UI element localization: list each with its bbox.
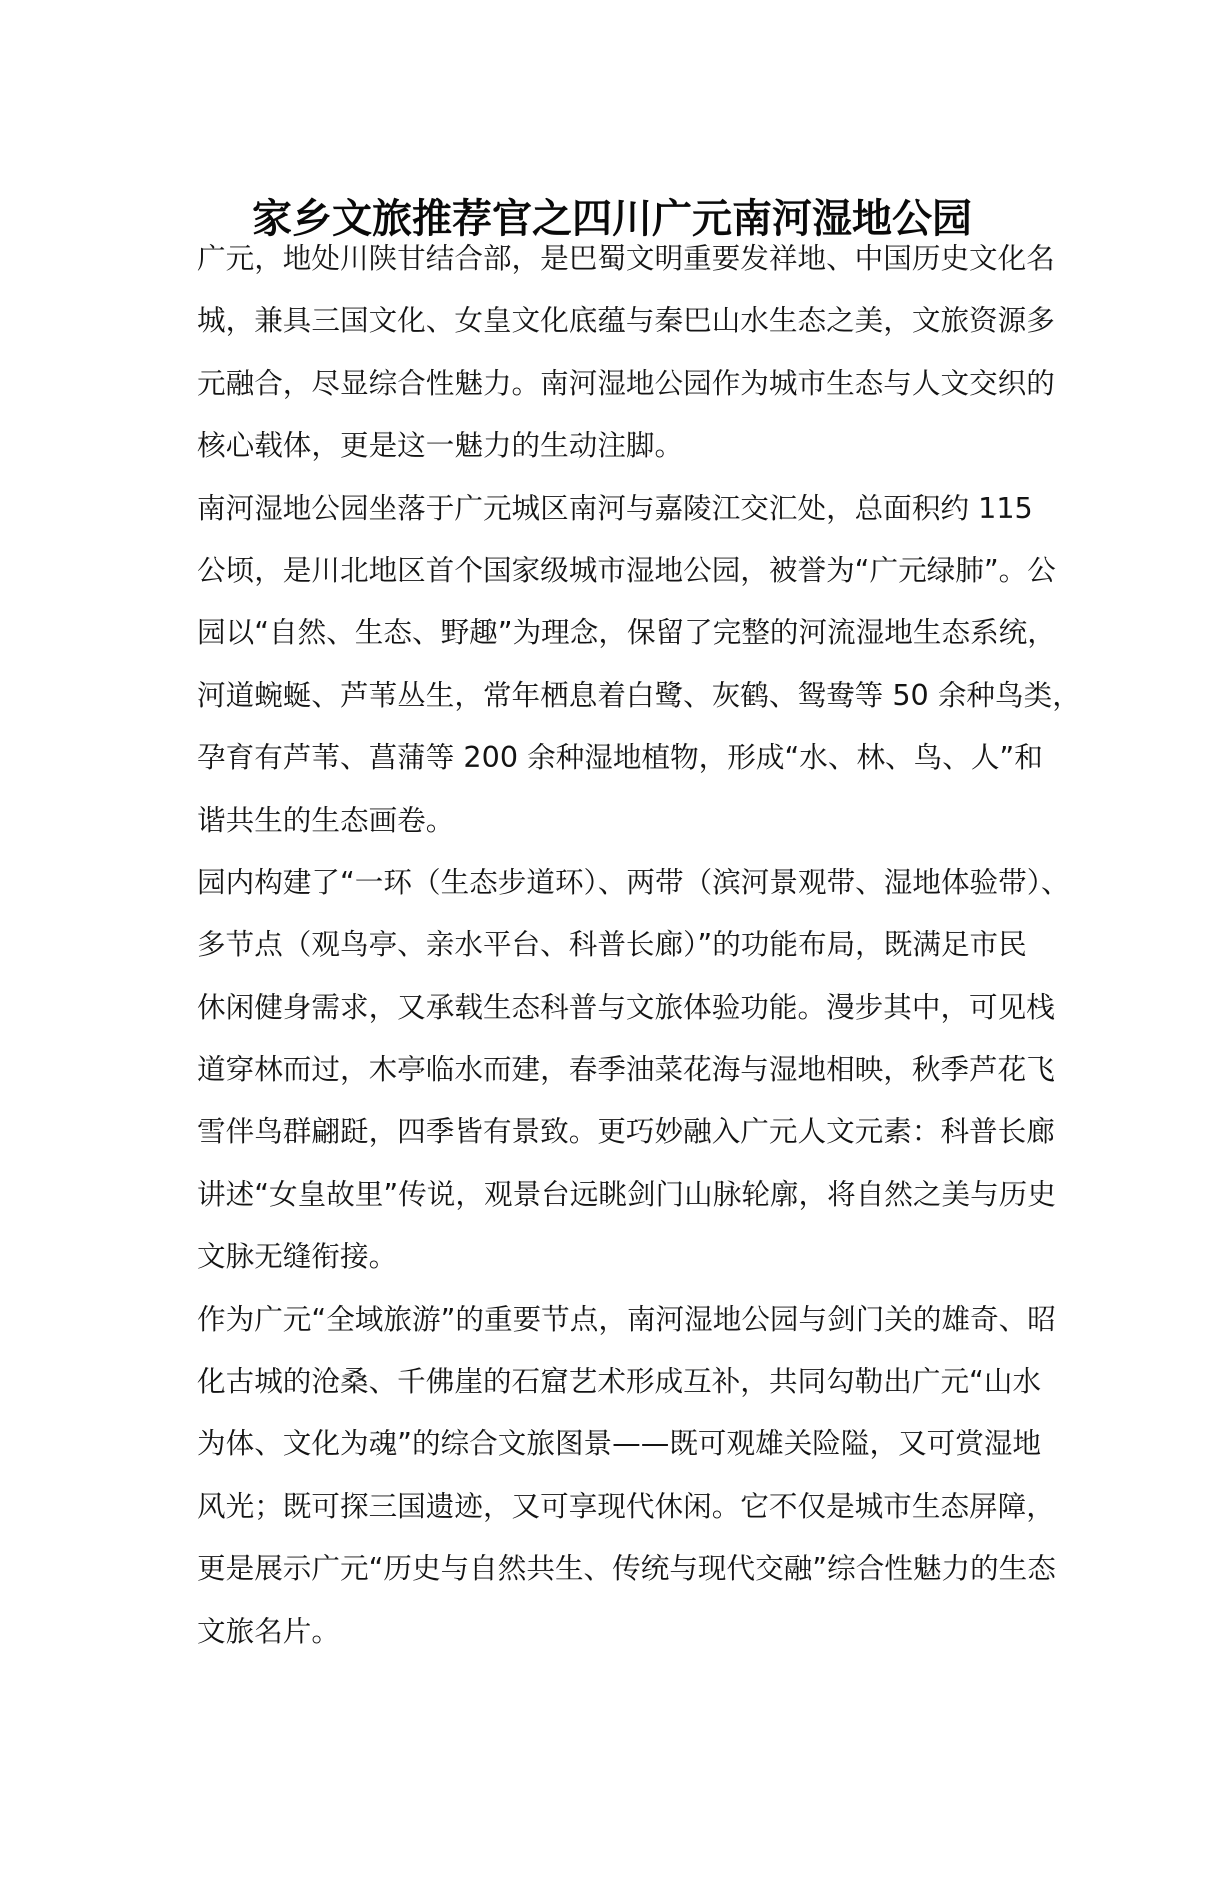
text-line: 文脉无缝衔接。 [197,1239,398,1274]
text-line: 化古城的沧桑、千佛崖的石窟艺术形成互补，共同勾勒出广元“山水 [197,1364,1042,1399]
text-line: 园以“自然、生态、野趣”为理念，保留了完整的河流湿地生态系统， [197,615,1056,650]
text-line: 孕育有芦苇、菖蒲等 200 余种湿地植物，形成“水、林、鸟、人”和 [197,740,1043,775]
text-line: 风光；既可探三国遗迹，又可享现代休闲。它不仅是城市生态屏障， [197,1488,1055,1523]
text-line: 道穿林而过，木亭临水而建，春季油菜花海与湿地相映，秋季芦花飞 [197,1052,1055,1087]
text-line: 文旅名片。 [197,1613,340,1648]
text-line: 讲述“女皇故里”传说，观景台远眺剑门山脉轮廓，将自然之美与历史 [197,1176,1056,1211]
text-line: 河道蜿蜒、芦苇丛生，常年栖息着白鹭、灰鹤、鸳鸯等 50 余种鸟类， [197,677,1081,712]
document-title: 家乡文旅推荐官之四川广元南河湿地公园 [252,195,972,242]
text-line: 公顷，是川北地区首个国家级城市湿地公园，被誉为“广元绿肺”。公 [197,552,1056,587]
text-line: 多节点（观鸟亭、亲水平台、科普长廊）”的功能布局，既满足市民 [197,927,1027,962]
text-line: 谐共生的生态画卷。 [197,802,455,837]
text-line: 核心载体，更是这一魅力的生动注脚。 [197,428,684,463]
paragraph-ecology [197,486,1081,860]
text-line: 园内构建了“一环（生态步道环）、两带（滨河景观带、湿地体验带）、 [197,864,1070,899]
text-line: 元融合，尽显综合性魅力。南河湿地公园作为城市生态与人文交织的 [197,365,1055,400]
paragraph-tourism [197,1297,1056,1671]
document-body [197,236,1081,1671]
text-line: 城，兼具三国文化、女皇文化底蕴与秦巴山水生态之美，文旅资源多 [197,303,1055,338]
text-line: 为体、文化为魂”的综合文旅图景——既可观雄关险隘，又可赏湿地 [197,1426,1042,1461]
paragraph-layout [197,860,1070,1297]
text-line: 广元，地处川陕甘结合部，是巴蜀文明重要发祥地、中国历史文化名 [197,241,1055,275]
text-line: 休闲健身需求，又承载生态科普与文旅体验功能。漫步其中，可见栈 [197,989,1055,1024]
paragraph-intro [197,236,1055,486]
text-line: 雪伴鸟群翩跹，四季皆有景致。更巧妙融入广元人文元素：科普长廊 [197,1114,1055,1149]
text-line: 作为广元“全域旅游”的重要节点，南河湿地公园与剑门关的雄奇、昭 [197,1301,1056,1336]
text-line: 南河湿地公园坐落于广元城区南河与嘉陵江交汇处，总面积约 115 [197,490,1033,525]
text-line: 更是展示广元“历史与自然共生、传统与现代交融”综合性魅力的生态 [197,1551,1056,1586]
